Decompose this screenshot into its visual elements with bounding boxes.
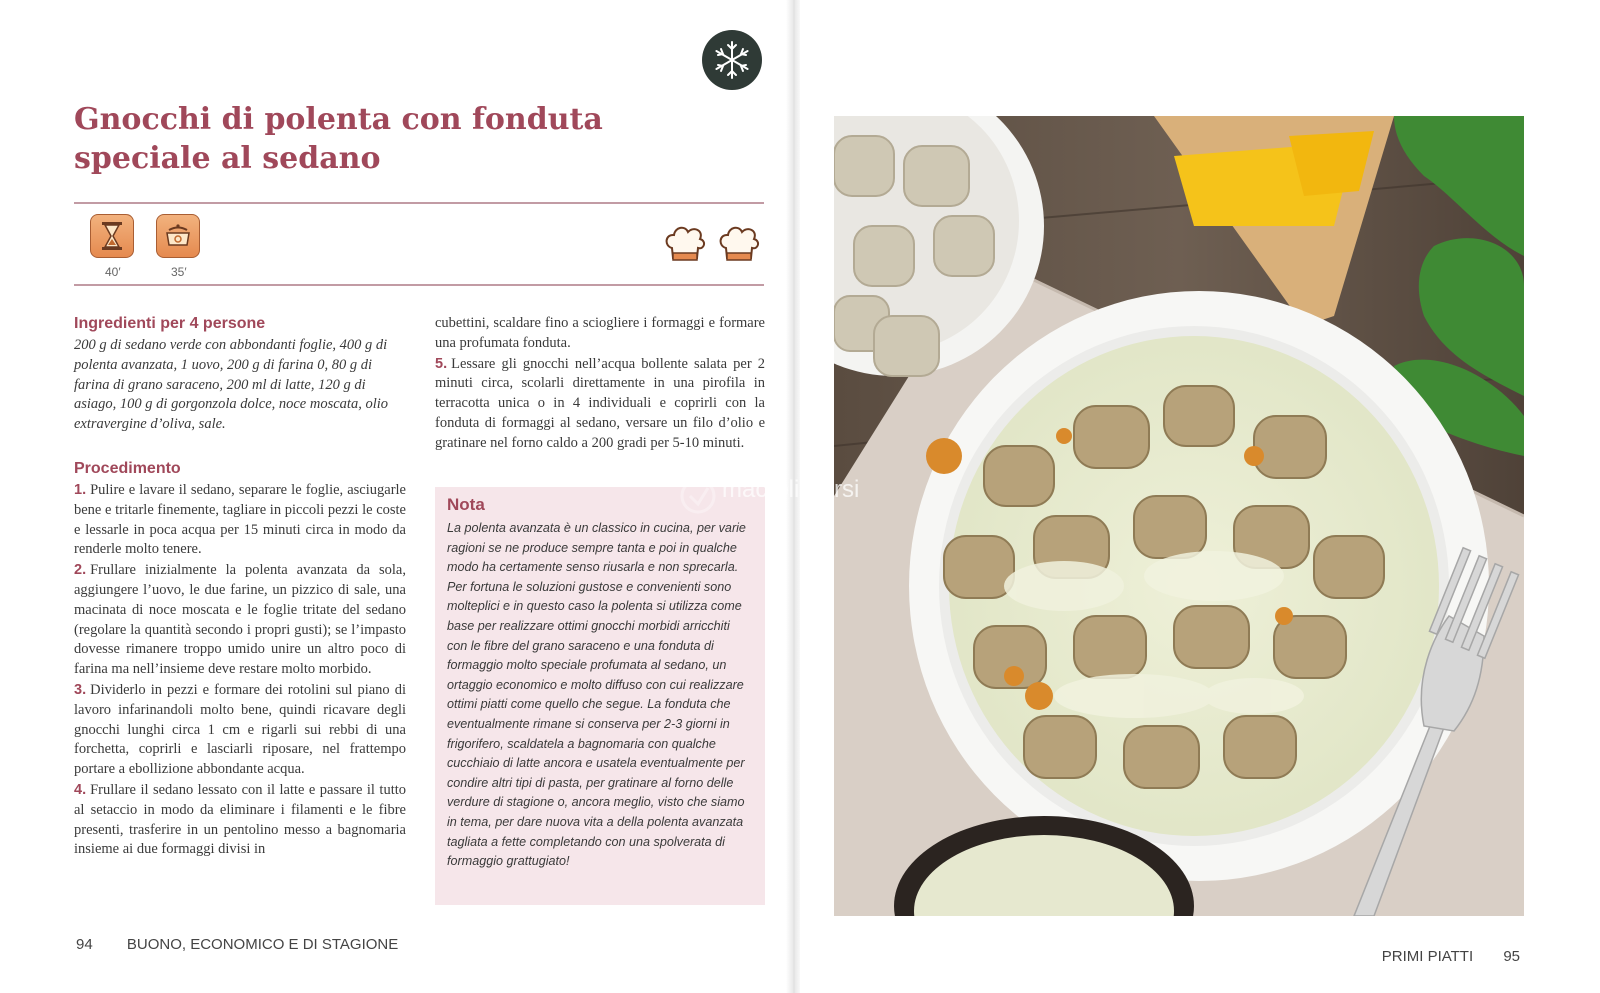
recipe-title: Gnocchi di polenta con fonduta speciale al sedano bbox=[74, 102, 603, 176]
procedure-step bbox=[74, 481, 406, 560]
step-number: 3. bbox=[74, 681, 87, 698]
step-number: 1. bbox=[74, 481, 87, 498]
watermark-text: macrolibrarsi bbox=[722, 476, 860, 503]
procedure-step bbox=[74, 781, 406, 860]
note-text: La polenta avanzata è un classico in cucina, per varie ragioni se ne produce sempre tanta e poi in qualche modo ha certamente senso riusarla e non sprecarla. Per fortuna le soluzioni gustose e convenienti sono molteplici e in questo caso la polenta si utilizza come base per realizzare ottimi gnocchi morbidi arricchiti con le fibre del grano saraceno e una fonduta di formaggio molto speciale profumata al sedano, un ortaggio economico e molto diffuso con cui realizzare ottimi piatti come quello che segue. La fonduta che eventualmente rimane si conserva per 2-3 giorni in frigorifero, scaldatela a bagnomaria con qualche cucchiaio di latte ancora e usatela eventualmente per condire altri tipi di pasta, per gratinare al forno delle verdure di stagione o, ancora meglio, visto che siamo in tema, per dare nuova vita a della polenta avanzata tagliata a fette completando con una spolverata di formaggio grattugiato! bbox=[447, 521, 746, 869]
prep-time: 40′ bbox=[105, 265, 121, 279]
section-name: PRIMI PIATTI bbox=[1381, 948, 1474, 965]
recipe-column-right bbox=[435, 314, 765, 455]
note-box bbox=[435, 487, 765, 905]
ingredients-heading: Ingredienti per 4 persone bbox=[74, 315, 266, 332]
chef-hat-icon bbox=[662, 222, 708, 266]
recipe-column-left bbox=[74, 314, 406, 861]
dish-photo bbox=[834, 116, 1524, 916]
divider bbox=[74, 202, 764, 204]
step-text: Lessare gli gnocchi nell’acqua bollente salata per 2 minuti circa, scolarli direttamente in una pirofila in terracotta unica o in 4 individuali e coprirli con la fonduta di formaggi al sedano, versare un filo d’olio e gratinare nel forno caldo a 200 gradi per 5-10 minuti. bbox=[435, 355, 765, 451]
step-text: Dividerlo in pezzi e formare dei rotolini sul piano di lavoro infarinandoli molto bene, quindi ricavare degli gnocchi lunghi circa 1 cm e rigarli sui rebbi di una forchetta, coprirli e lasciarli riposare, nel frattempo portare a ebollizione abbondante acqua. bbox=[74, 681, 406, 778]
step-text: Frullare inizialmente la polenta avanzata da sola, aggiungere l’uovo, le due farine, un pizzico di sale, una macinata di noce moscata e le foglie tritate del sedano (regolare la quantità secondo i propri gusti); se l’impasto dovesse rimanere troppo umido unire un altro poco di farina ma nell’insieme deve restare molto morbido. bbox=[74, 562, 406, 678]
step-text: cubettini, scaldare fino a sciogliere i formaggi e formare una profumata fonduta. bbox=[435, 315, 765, 351]
page-number: 95 bbox=[1503, 948, 1520, 965]
pot-icon bbox=[156, 214, 200, 258]
procedure-step bbox=[435, 355, 765, 454]
divider bbox=[74, 284, 764, 286]
section-name: BUONO, ECONOMICO E DI STAGIONE bbox=[126, 936, 399, 953]
procedure-step bbox=[74, 561, 406, 680]
snowflake-icon bbox=[702, 30, 762, 90]
procedure-step bbox=[74, 681, 406, 780]
footer-right bbox=[1382, 948, 1520, 965]
step-number: 5. bbox=[435, 355, 448, 372]
note-heading: Nota bbox=[447, 495, 485, 514]
hourglass-icon bbox=[90, 214, 134, 258]
procedure-heading: Procedimento bbox=[74, 459, 181, 477]
cook-time: 35′ bbox=[171, 265, 187, 279]
footer-left bbox=[76, 936, 398, 953]
ingredients-text: 200 g di sedano verde con abbondanti foglie, 400 g di polenta avanzata, 1 uovo, 200 g di farina 0, 80 g di farina di grano saraceno, 200 ml di latte, 120 g di asiago, 100 g di gorgonzola dolce, noce moscata, olio extravergine d’oliva, sale. bbox=[74, 337, 389, 433]
procedure-step-continued bbox=[435, 314, 765, 354]
step-text: Frullare il sedano lessato con il latte e passare il tutto al setaccio in modo da eliminare i filamenti e le fibre presenti, trasferire in un pentolino messo a bagnomaria insieme ai due formaggi divisi in bbox=[74, 781, 406, 858]
step-number: 2. bbox=[74, 562, 87, 579]
chef-hat-icon bbox=[716, 222, 762, 266]
left-page bbox=[0, 0, 792, 993]
page-number: 94 bbox=[76, 936, 93, 953]
step-number: 4. bbox=[74, 781, 87, 798]
step-text: Pulire e lavare il sedano, separare le foglie, asciugarle bene e tritarle finemente, tagliare in piccoli pezzi le coste e lessarle in poca acqua per 15 minuti circa in modo da renderle molto tenere. bbox=[74, 481, 406, 558]
